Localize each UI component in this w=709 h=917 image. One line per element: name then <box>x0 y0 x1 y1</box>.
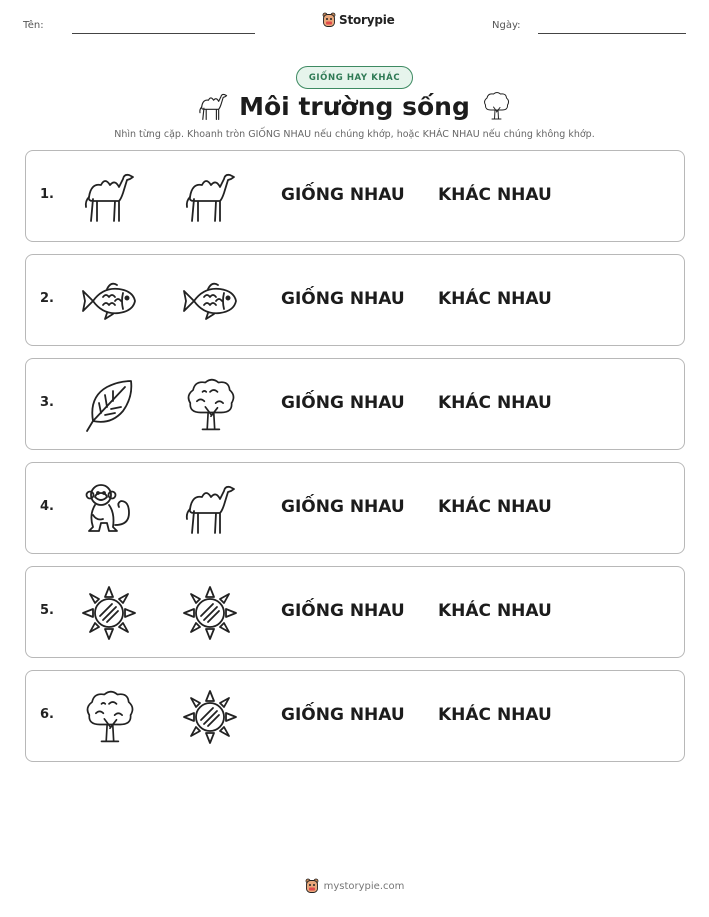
footer-url[interactable]: mystorypie.com <box>323 880 405 892</box>
option-different[interactable]: KHÁC NHAU <box>438 601 552 621</box>
question-number: 2. <box>40 291 54 306</box>
question-number: 6. <box>40 707 54 722</box>
option-same[interactable]: GIỐNG NHAU <box>281 393 405 413</box>
brand-logo <box>322 12 395 28</box>
title-row <box>0 88 709 128</box>
question-row <box>25 670 685 762</box>
fish-icon <box>79 271 139 331</box>
fish-icon <box>180 271 240 331</box>
camel-icon <box>180 167 240 227</box>
monkey-icon <box>79 479 139 539</box>
question-row <box>25 150 685 242</box>
date-label: Ngày: <box>492 20 521 31</box>
option-same[interactable]: GIỐNG NHAU <box>281 289 405 309</box>
question-number: 4. <box>40 499 54 514</box>
worksheet-header <box>0 0 709 50</box>
tree-icon <box>79 687 139 747</box>
option-same[interactable]: GIỐNG NHAU <box>281 601 405 621</box>
name-line[interactable] <box>72 33 255 34</box>
option-same[interactable]: GIỐNG NHAU <box>281 497 405 517</box>
camel-icon <box>79 167 139 227</box>
question-number: 3. <box>40 395 54 410</box>
brand-name: Storypie <box>339 13 395 27</box>
option-different[interactable]: KHÁC NHAU <box>438 185 552 205</box>
sun-icon <box>180 687 240 747</box>
question-number: 1. <box>40 187 54 202</box>
sun-icon <box>180 583 240 643</box>
question-row <box>25 358 685 450</box>
option-different[interactable]: KHÁC NHAU <box>438 705 552 725</box>
storypie-mascot-icon <box>305 878 319 894</box>
instructions: Nhìn từng cặp. Khoanh tròn GIỐNG NHAU nếu chúng khớp, hoặc KHÁC NHAU nếu chúng không khớp. <box>114 129 595 140</box>
footer <box>0 878 709 894</box>
option-different[interactable]: KHÁC NHAU <box>438 393 552 413</box>
question-row <box>25 566 685 658</box>
option-different[interactable]: KHÁC NHAU <box>438 289 552 309</box>
name-label: Tên: <box>23 20 44 31</box>
tree-icon <box>180 375 240 435</box>
storypie-mascot-icon <box>322 12 336 28</box>
option-same[interactable]: GIỐNG NHAU <box>281 185 405 205</box>
date-line[interactable] <box>538 33 686 34</box>
leaf-icon <box>79 375 139 435</box>
option-same[interactable]: GIỐNG NHAU <box>281 705 405 725</box>
page-title: Môi trường sống <box>239 92 470 121</box>
question-number: 5. <box>40 603 54 618</box>
category-badge: GIỐNG HAY KHÁC <box>296 66 413 89</box>
sun-icon <box>79 583 139 643</box>
question-row <box>25 254 685 346</box>
tree-icon <box>481 90 511 122</box>
option-different[interactable]: KHÁC NHAU <box>438 497 552 517</box>
camel-icon <box>180 479 240 539</box>
question-row <box>25 462 685 554</box>
